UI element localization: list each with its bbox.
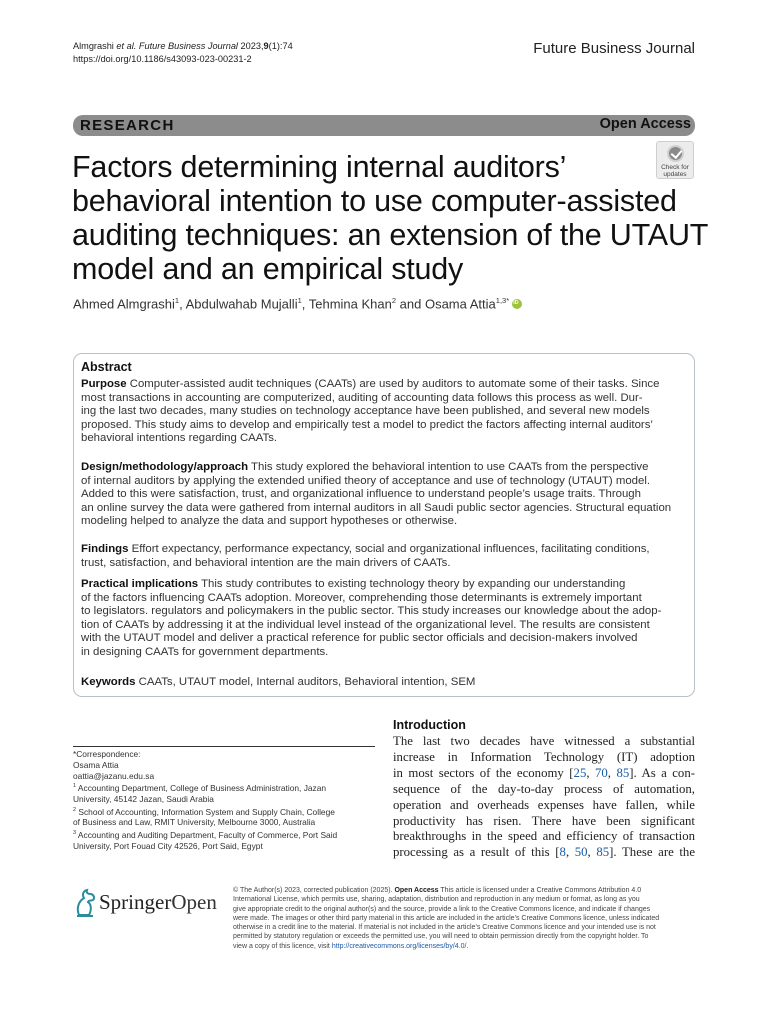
footnote-divider [73,746,375,747]
correspondence-footnotes: *Correspondence: Osama Attia oattia@jazanu.edu.sa $^1$ Accounting Department, College of Business Administration, Jazan University, 45142 Jazan, Saudi Arabia $^2$ School of Accounting, Information System and Supply Chain, College of Business and Law, RMIT University, Melbourne 3000, Australia $^3$ Accounting and Auditing Department, Faculty of Commerce, Port Said University, Port Fouad City 42526, Port Said, Egypt [73,749,375,852]
citation-link[interactable]: 25 [573,765,587,780]
citation-line: Almgrashi et al. Future Business Journal 2023,9(1):74 [73,41,293,51]
title-line: model and an empirical study [72,252,464,286]
citation-link[interactable]: 70 [595,765,608,780]
springer-horse-icon [73,888,99,918]
check-updates-icon [667,145,684,162]
citation-link[interactable]: 85 [596,845,610,860]
author-list: Ahmed Almgrashi$^1$, Abdulwahab Mujalli$^1$, Tehmina Khan$^2$ and Osama Attia$^{1,3*}$iD [73,296,522,311]
title-line: Factors determining internal auditors’ [72,150,567,184]
journal-name: Future Business Journal [533,40,695,57]
author-name[interactable]: , Abdulwahab Mujalli [179,296,298,312]
citation-link[interactable]: 50 [574,845,588,860]
doi-link[interactable]: https://doi.org/10.1186/s43093-023-00231-2 [73,54,252,64]
abstract-practical-implications: Practical implications This study contributes to existing technology theory by expanding our understanding of the factors influencing CAATs adoption. Moreover, comprehending those determinants is extremely important to legislators. regulators and policymakers in the public sector. This study increases our knowledge about the adop- tion of CAATs by addressing it at the individual level instead of the organizational level. The results are consistent with the UTAUT model and deliver a practical reference for public sector officials and decision-makers involved in designing CAATs for government departments. [81,578,662,658]
license-link[interactable]: http://creativecommons.org/licenses/by/4.0/ [331,942,467,950]
section-label: RESEARCH [80,117,175,134]
author-name[interactable]: Ahmed Almgrashi [73,296,175,312]
citation-link[interactable]: 8 [559,845,566,860]
orcid-icon[interactable] [512,299,522,309]
title-line: behavioral intention to use computer-assisted [72,184,677,218]
citation-link[interactable]: 85 [616,765,630,780]
correspondence-email[interactable]: oattia@jazanu.edu.sa [73,770,155,781]
introduction-body: The last two decades have witnessed a substantial increase in Information Technology (IT) adoption in most sectors of the economy [25, 70, 85]. As a con- sequence of the day-to-day process of automation, operation and overheads expenses have fallen, while productivity has risen. There have been significant breakthroughs in the speed and efficiency of transaction processing as a result of this [8, 50, 85]. These are the [393,734,696,860]
citation-header [73,40,293,66]
check-for-updates-button[interactable] [656,141,694,179]
license-text: © The Author(s) 2023, corrected publication (2025). Open Access This article is licensed under a Creative Commons Attribution 4.0 International License, which permits use, sharing, adaptation, distribution and reproduction in any medium or format, as long as you give appropriate credit to the original author(s) and the source, provide a link to the Creative Commons licence, and indicate if changes were made. The images or other third party material in this article are included in the article’s Creative Commons licence, unless indicated otherwise in a credit line to the material. If material is not included in the article’s Creative Commons licence and your intended use is not permitted by statutory regulation or exceeds the permitted use, you will need to obtain permission directly from the copyright holder. To view a copy of this licence, visit http://creativecommons.org/licenses/by/4.0/. [233,887,660,950]
abstract-design: Design/methodology/approach This study explored the behavioral intention to use CAATs from the perspective of internal auditors by applying the extended unified theory of acceptance and use of technology (UTAUT) model. Added to this were satisfaction, trust, and organizational influence to understand people’s usage traits. Through an online survey the data were gathered from internal auditors in all Saudi public sector agencies. Structural equation modeling helped to analyze the data and support hypotheses or otherwise. [81,461,672,528]
abstract-heading: Abstract [81,360,132,374]
title-line: auditing techniques: an extension of the UTAUT [72,218,709,252]
author-name[interactable]: , Tehmina Khan [301,296,392,312]
abstract-keywords: Keywords CAATs, UTAUT model, Internal auditors, Behavioral intention, SEM [81,676,476,688]
springer-open-logo [73,886,223,920]
open-access-label: Open Access [599,116,691,132]
author-name[interactable]: and Osama Attia [396,296,496,312]
springer-wordmark: SpringerOpen [99,890,217,914]
introduction-heading: Introduction [393,718,466,732]
check-updates-label: Check for updates [661,164,689,178]
abstract-findings: Findings Effort expectancy, performance expectancy, social and organizational influences, facilitating conditions, trust, satisfaction, and behavioral intention are the main drivers of CAATs. [81,543,650,569]
abstract-purpose: Purpose Computer-assisted audit techniques (CAATs) are used by auditors to automate some of their tasks. Since most transactions in accounting are computerized, auditing of accounting data follows this process as well. Dur- ing the last two decades, many studies on technology acceptance have been published, and several new models proposed. This study aims to develop and empirically test a model to predict the factors affecting internal auditors’ behavioral intentions regarding CAATs. [81,378,660,445]
